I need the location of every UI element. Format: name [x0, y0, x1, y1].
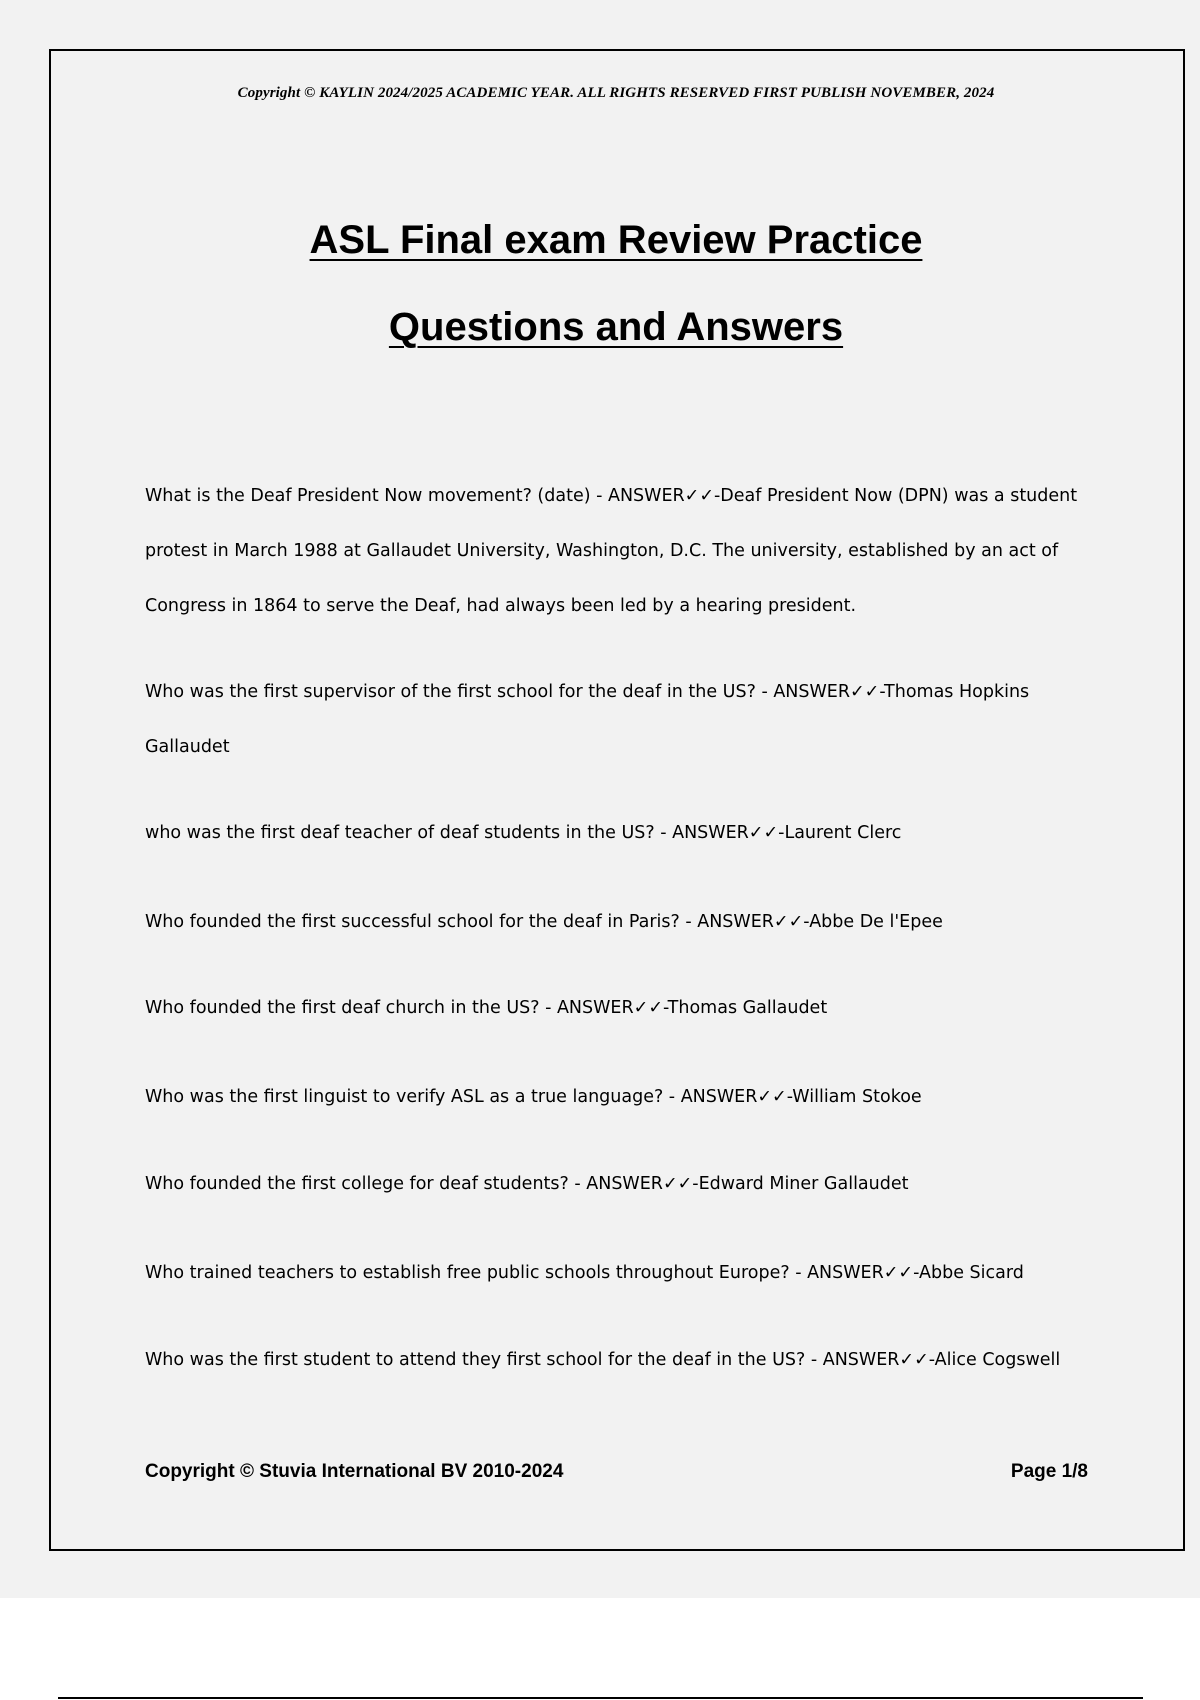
next-page-divider	[58, 1697, 1143, 1699]
qa-item-2: Who was the first supervisor of the first school for the deaf in the US? - ANSWER✓✓-Thomas Hopkins Gallaudet	[145, 682, 1030, 757]
qa-item-7: Who founded the first college for deaf students? - ANSWER✓✓-Edward Miner Gallaudet	[145, 1174, 909, 1194]
qa-item-4: Who founded the first successful school for the deaf in Paris? - ANSWER✓✓-Abbe De l'Epee	[145, 912, 943, 932]
title-text-2: Questions and Answers	[388, 305, 844, 349]
qa-item-1: What is the Deaf President Now movement? (date) - ANSWER✓✓-Deaf President Now (DPN) was a student protest in March 1988 at Gallaudet University, Washington, D.C. The university, established by an act of Congress in 1864 to serve the Deaf, had always been led by a hearing president.	[145, 486, 1078, 616]
footer-copyright: Copyright © Stuvia International BV 2010-2024	[145, 1461, 564, 1482]
qa-item-8: Who trained teachers to establish free public schools throughout Europe? - ANSWER✓✓-Abbe Sicard	[145, 1263, 1024, 1283]
page-number: Page 1/8	[1010, 1461, 1088, 1482]
header-copyright: Copyright © KAYLIN 2024/2025 ACADEMIC YEAR. ALL RIGHTS RESERVED FIRST PUBLISH NOVEMBER, 2024	[237, 85, 995, 101]
document-title-line-2	[0, 305, 1200, 350]
document-title-line-1	[0, 218, 1200, 263]
qa-item-5: Who founded the first deaf church in the US? - ANSWER✓✓-Thomas Gallaudet	[145, 998, 828, 1018]
page-border	[49, 49, 1185, 1551]
qa-item-6: Who was the first linguist to verify ASL as a true language? - ANSWER✓✓-William Stokoe	[145, 1087, 922, 1107]
title-text-1: ASL Final exam Review Practice	[309, 218, 923, 262]
qa-item-9: Who was the first student to attend they first school for the deaf in the US? - ANSWER✓✓-Alice Cogswell	[145, 1350, 1061, 1370]
qa-item-3: who was the first deaf teacher of deaf students in the US? - ANSWER✓✓-Laurent Clerc	[145, 823, 902, 843]
